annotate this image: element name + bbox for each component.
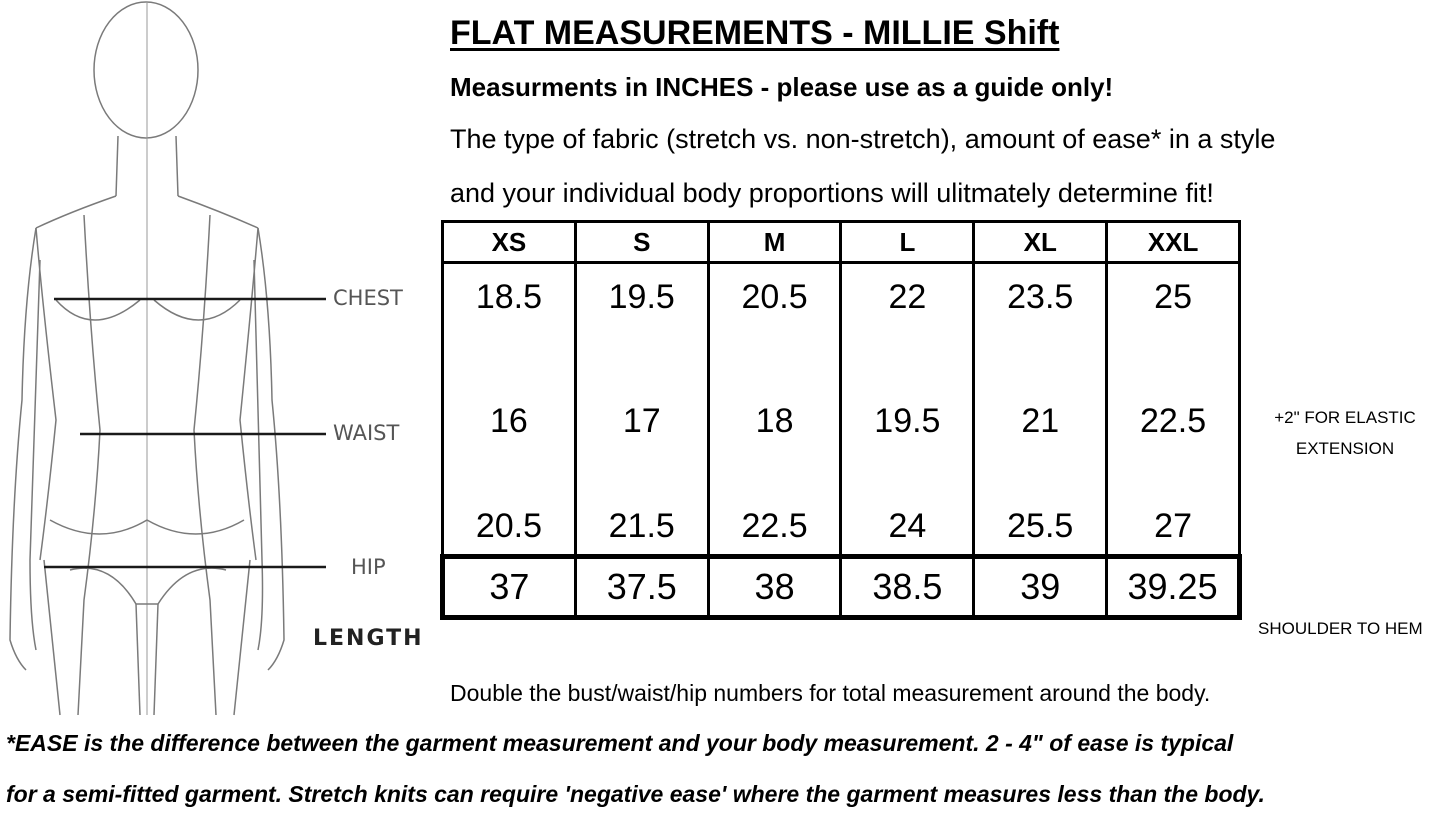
waist-cell: 16 — [443, 354, 576, 488]
waist-note-line-2: EXTENSION — [1295, 439, 1395, 458]
length-cell: 39.25 — [1107, 557, 1240, 618]
ease-note-line-2: for a semi-fitted garment. Stretch knits can require 'negative ease' where the garment measures less than the body. — [6, 781, 1265, 807]
chest-cell: 25 — [1107, 263, 1240, 355]
ease-note-line-1: *EASE is the difference between the garment measurement and your body measurement. 2 - 4" of ease is typical — [6, 730, 1234, 756]
length-row — [443, 557, 1240, 618]
chest-cell: 19.5 — [575, 263, 708, 355]
hip-cell: 22.5 — [708, 488, 841, 557]
hip-cell: 21.5 — [575, 488, 708, 557]
length-note: SHOULDER TO HEM — [1258, 619, 1423, 638]
body-figure-illustration — [0, 0, 440, 720]
waist-label: WAIST — [333, 421, 400, 445]
length-label: LENGTH — [313, 626, 424, 651]
size-header-cell: S — [575, 222, 708, 263]
size-header-cell: M — [708, 222, 841, 263]
chest-cell: 23.5 — [974, 263, 1107, 355]
hip-cell: 20.5 — [443, 488, 576, 557]
intro-text-line-2: and your individual body proportions will ulitmately determine fit! — [450, 178, 1214, 208]
length-cell: 39 — [974, 557, 1107, 618]
subtitle: Measurments in INCHES - please use as a guide only! — [450, 72, 1114, 102]
length-cell: 38.5 — [841, 557, 974, 618]
size-chart-table — [440, 220, 1242, 620]
length-cell: 37 — [443, 557, 576, 618]
size-header-cell: XXL — [1107, 222, 1240, 263]
hip-cell: 24 — [841, 488, 974, 557]
size-header-cell: L — [841, 222, 974, 263]
waist-elastic-note — [1260, 402, 1430, 464]
hip-row — [443, 488, 1240, 557]
page-title: FLAT MEASUREMENTS - MILLIE Shift — [450, 14, 1060, 52]
hip-label: HIP — [351, 555, 386, 579]
chest-label: CHEST — [333, 286, 403, 310]
waist-cell: 19.5 — [841, 354, 974, 488]
length-cell: 37.5 — [575, 557, 708, 618]
chest-cell: 22 — [841, 263, 974, 355]
size-header-cell: XL — [974, 222, 1107, 263]
chest-cell: 20.5 — [708, 263, 841, 355]
size-header-cell: XS — [443, 222, 576, 263]
chest-cell: 18.5 — [443, 263, 576, 355]
double-measurement-note: Double the bust/waist/hip numbers for total measurement around the body. — [450, 680, 1211, 706]
waist-cell: 17 — [575, 354, 708, 488]
hip-cell: 25.5 — [974, 488, 1107, 557]
waist-cell: 18 — [708, 354, 841, 488]
intro-text-line-1: The type of fabric (stretch vs. non-stretch), amount of ease* in a style — [450, 124, 1276, 154]
hip-cell: 27 — [1107, 488, 1240, 557]
length-cell: 38 — [708, 557, 841, 618]
waist-cell: 22.5 — [1107, 354, 1240, 488]
waist-note-line-1: +2" FOR ELASTIC — [1274, 408, 1416, 427]
size-header-row — [443, 222, 1240, 263]
chest-row — [443, 263, 1240, 355]
body-silhouette-icon — [0, 0, 440, 720]
waist-cell: 21 — [974, 354, 1107, 488]
waist-row — [443, 354, 1240, 488]
